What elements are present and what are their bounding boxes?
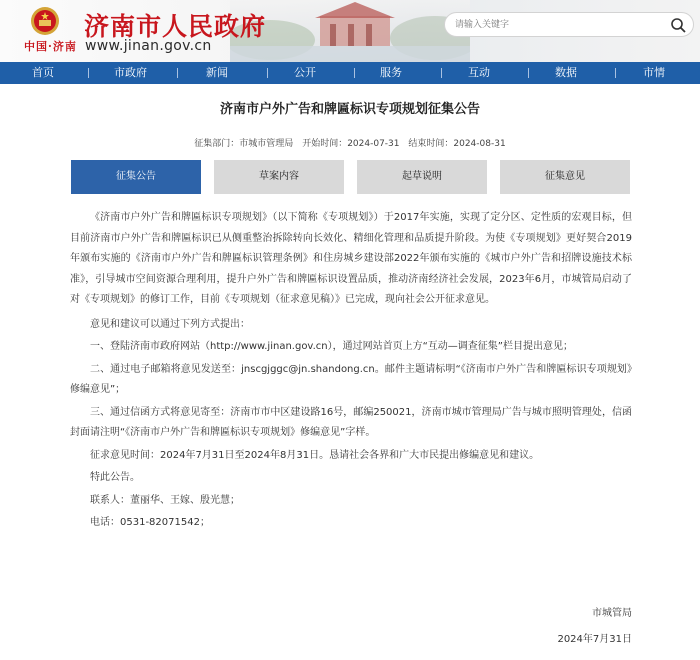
paragraph-methods-intro: 意见和建议可以通过下列方式提出： xyxy=(90,318,250,330)
main-nav xyxy=(0,62,700,84)
nav-item-service[interactable]: 服务 xyxy=(380,66,402,79)
nav-item-open[interactable]: 公开 xyxy=(294,66,316,79)
tab-notice[interactable]: 征集公告 xyxy=(71,160,201,194)
site-domain: www.jinan.gov.cn xyxy=(85,38,212,54)
nav-separator xyxy=(615,68,616,78)
article-body xyxy=(70,208,632,536)
site-header xyxy=(0,0,700,62)
tab-bar xyxy=(71,160,631,194)
search-input[interactable] xyxy=(455,16,665,34)
paragraph-method-letter: 三、通过信函方式将意见寄至：济南市市中区建设路16号，邮编250021，济南市城市管理局广告与城市照明管理处，信函封面请注明“《济南市户外广告和牌匾标识专项规划》修编意见”字样。 xyxy=(70,406,632,438)
paragraph-method-email: 二、通过电子邮箱将意见发送至：jnscgjggc@jn.shandong.cn。邮件主题请标明“《济南市户外广告和牌匾标识专项规划》修编意见”； xyxy=(70,363,632,395)
paragraph-period: 征求意见时间：2024年7月31日至2024年8月31日。恳请社会各界和广大市民提出修编意见和建议。 xyxy=(90,449,540,461)
nav-item-news[interactable]: 新闻 xyxy=(206,66,228,79)
nav-separator xyxy=(177,68,178,78)
paragraph-contacts: 联系人：董丽华、王嫁、殷光慧； xyxy=(90,494,240,506)
page-title: 济南市户外广告和牌匾标识专项规划征集公告 xyxy=(219,102,480,117)
nav-item-data[interactable]: 数据 xyxy=(555,66,577,79)
tab-drafting-notes[interactable]: 起草说明 xyxy=(357,160,487,194)
search-box xyxy=(444,12,694,37)
national-emblem-icon xyxy=(30,6,60,36)
site-title[interactable]: 济南市人民政府 xyxy=(84,12,267,41)
paragraph-closing: 特此公告。 xyxy=(90,472,140,483)
meta-end: 结束时间：2024-08-31 xyxy=(408,139,506,149)
nav-separator xyxy=(88,68,89,78)
paragraph-method-website: 一、登陆济南市政府网站（http://www.jinan.gov.cn），通过网站首页上方“互动—调查征集”栏目提出意见； xyxy=(90,341,573,352)
nav-item-city-info[interactable]: 市情 xyxy=(643,66,665,79)
nav-item-government[interactable]: 市政府 xyxy=(114,66,147,79)
nav-separator xyxy=(267,68,268,78)
nav-item-home[interactable]: 首页 xyxy=(32,66,54,79)
nav-separator xyxy=(354,68,355,78)
search-icon[interactable] xyxy=(670,17,687,34)
tab-submit-opinion[interactable]: 征集意见 xyxy=(500,160,630,194)
meta-start: 开始时间：2024-07-31 xyxy=(302,139,400,149)
meta-dept: 征集部门：市城市管理局 xyxy=(194,139,294,149)
china-jinan-mark: 中国·济南 xyxy=(24,40,77,53)
nav-item-interaction[interactable]: 互动 xyxy=(468,66,490,79)
signature-dept: 市城管局 xyxy=(592,608,632,619)
signature-date: 2024年7月31日 xyxy=(557,634,632,645)
nav-separator xyxy=(528,68,529,78)
nav-separator xyxy=(441,68,442,78)
article-main xyxy=(0,84,700,660)
tab-draft-content[interactable]: 草案内容 xyxy=(214,160,344,194)
paragraph-intro: 《济南市户外广告和牌匾标识专项规划》（以下简称《专项规划》）于2017年实施，实现了定分区、定性质的宏观目标，但目前济南市户外广告和牌匾标识已从侧重整治拆除转向长效化、精细化管理和品质提升阶段。为使《专项规划》更好契合2019年颁布实施的《济南市户外广告和牌匾标识管理条例》和住房城乡建设部2022年颁布实施的《城市户外广告和招牌设施技术标准》，引导城市空间资源合理利用，提升户外广告和牌匾标识设置品质，推动济南经济社会发展，2023年6月，市城管局启动了对《专项规划》的修订工作，目前《专项规划（征求意见稿）》已完成，现向社会公开征求意见。 xyxy=(70,212,632,305)
paragraph-phone: 电话：0531-82071542； xyxy=(90,517,210,528)
article-meta xyxy=(0,136,700,149)
